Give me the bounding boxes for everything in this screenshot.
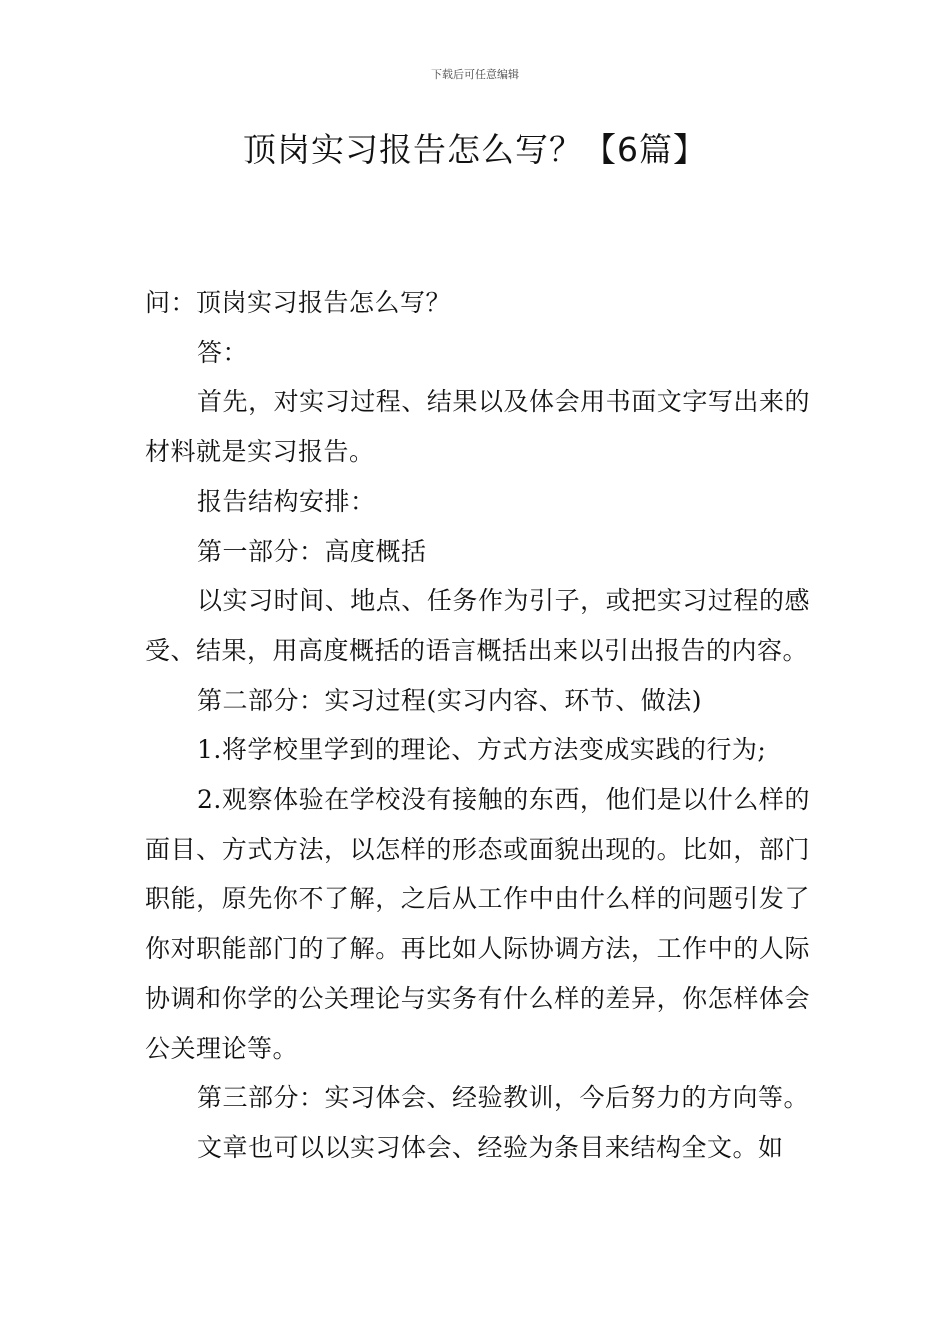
question-paragraph: 问：顶岗实习报告怎么写？ (145, 288, 452, 317)
document-body (145, 278, 810, 1173)
structure-heading: 报告结构安排： (197, 486, 376, 516)
list-item-1: 1.将学校里学到的理论、方式方法变成实践的行为; (197, 735, 767, 765)
definition-paragraph: 首先，对实习过程、结果以及体会用书面文字写出来的材料就是实习报告。 (145, 387, 810, 467)
part-three-heading: 第三部分：实习体会、经验教训，今后努力的方向等。 (197, 1083, 810, 1113)
list-item-2: 2.观察体验在学校没有接触的东西，他们是以什么样的面目、方式方法，以怎样的形态或面貌出现的。比如，部门职能，原先你不了解，之后从工作中由什么样的问题引发了你对职能部门的了解。再比如人际协调方法，工作中的人际协调和你学的公关理论与实务有什么样的差异，你怎样体会公关理论等。 (145, 785, 810, 1063)
document-title: 顶岗实习报告怎么写？【6篇】 (243, 130, 707, 169)
part-one-paragraph: 以实习时间、地点、任务作为引子，或把实习过程的感受、结果，用高度概括的语言概括出来以引出报告的内容。 (145, 586, 810, 665)
closing-paragraph: 文章也可以以实习体会、经验为条目来结构全文。如 (197, 1132, 784, 1162)
part-two-heading: 第二部分：实习过程(实习内容、环节、做法) (197, 685, 703, 715)
part-one-heading: 第一部分：高度概括 (197, 536, 427, 566)
download-note: 下载后可任意编辑 (431, 68, 519, 81)
answer-label: 答： (197, 337, 249, 367)
